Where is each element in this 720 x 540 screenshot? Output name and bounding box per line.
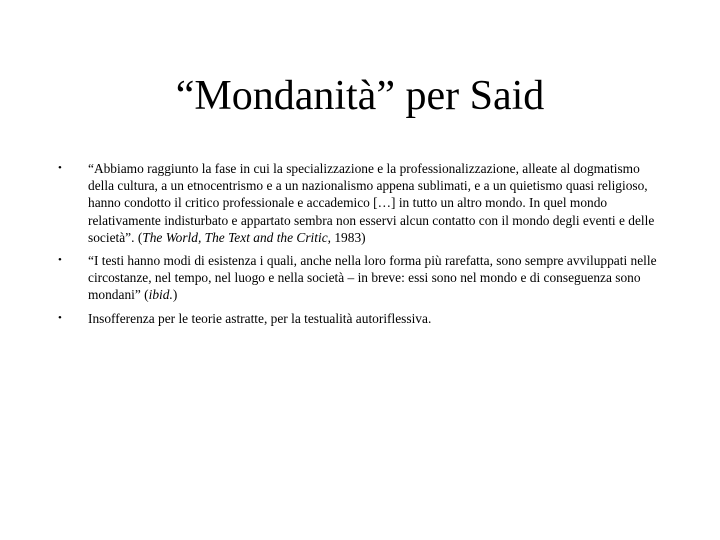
bullet-item-3 (58, 310, 663, 327)
bullet-item-2 (58, 252, 663, 304)
quote-text: “Abbiamo raggiunto la fase in cui la specializzazione e la professionalizzazione, alleate al dogmatismo della cultura, a un etnocentrismo e a un nazionalismo appena sublimati, e a un quietismo quasi religioso, hanno condotto il critico professionale e accademico […] in tutto un altro mondo. In quel mondo relativamente indisturbato e appartato sembra non esservi alcun contatto con il mondo degli eventi e delle società”. ( (88, 161, 655, 245)
citation-title: ibid. (148, 287, 173, 303)
bullet-marker: • (58, 254, 62, 267)
quote-text: Insofferenza per le teorie astratte, per la testualità autoriflessiva. (88, 310, 432, 326)
slide-title: “Mondanità” per Said (175, 73, 545, 119)
citation-title: The World, The Text and the Critic (142, 229, 328, 245)
bullet-list (58, 160, 663, 333)
bullet-text (88, 253, 657, 302)
bullet-text (88, 161, 654, 245)
quote-text: “I testi hanno modi di esistenza i quali, anche nella loro forma più rarefatta, sono sempre avviluppati nelle circostanze, nel tempo, nel luogo e nella società – in breve: essi sono nel mondo e di conseguenza sono mondani” ( (88, 253, 657, 303)
bullet-text (88, 311, 431, 326)
citation-suffix: , 1983) (327, 229, 366, 245)
bullet-marker: • (58, 162, 62, 174)
bullet-item-1 (58, 160, 663, 246)
citation-suffix: ) (172, 287, 178, 303)
bullet-marker: • (58, 311, 62, 324)
